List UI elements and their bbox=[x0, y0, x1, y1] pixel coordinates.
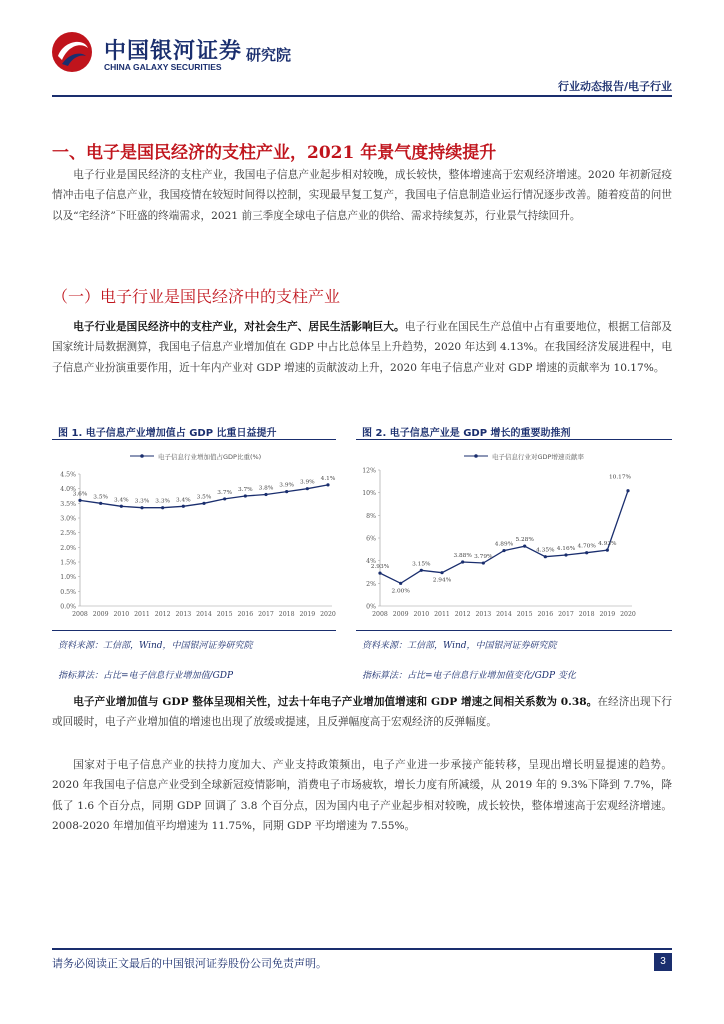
x-tick-label: 2020 bbox=[320, 611, 336, 618]
data-label: 3.4% bbox=[175, 497, 191, 504]
data-label: 3.4% bbox=[113, 497, 129, 504]
data-point bbox=[99, 502, 102, 505]
y-tick-label: 1.0% bbox=[60, 574, 76, 582]
figure-1-top-rule bbox=[52, 439, 336, 440]
data-point bbox=[161, 506, 164, 509]
x-tick-label: 2015 bbox=[216, 611, 233, 618]
figure-2-title: 图 2. 电子信息产业是 GDP 增长的重要助推剂 bbox=[362, 428, 571, 439]
institute-label: 研究院 bbox=[246, 46, 292, 64]
data-point bbox=[585, 551, 588, 554]
subsection-title: （一）电子行业是国民经济中的支柱产业 bbox=[52, 287, 341, 306]
data-label: 3.3% bbox=[155, 498, 171, 505]
x-tick-label: 2019 bbox=[599, 611, 616, 618]
legend-label: 电子信息行业增加值占GDP比重(%) bbox=[158, 453, 262, 461]
data-label: 3.7% bbox=[237, 487, 253, 493]
footer-disclaimer: 请务必阅读正文最后的中国银河证券股份公司免责声明。 bbox=[52, 957, 327, 970]
x-tick-label: 2017 bbox=[558, 611, 574, 618]
x-tick-label: 2018 bbox=[578, 611, 595, 618]
y-tick-label: 3.0% bbox=[60, 515, 76, 523]
data-point bbox=[306, 487, 309, 490]
x-tick-label: 2013 bbox=[175, 611, 192, 618]
data-label: 3.88% bbox=[453, 553, 472, 560]
x-tick-label: 2008 bbox=[72, 611, 88, 618]
data-point bbox=[140, 506, 143, 509]
data-label: 4.16% bbox=[556, 546, 576, 552]
y-tick-label: 2% bbox=[366, 580, 376, 588]
x-tick-label: 2014 bbox=[496, 611, 512, 618]
x-tick-label: 2019 bbox=[299, 611, 316, 618]
report-type-label: 行业动态报告/电子行业 bbox=[557, 80, 672, 93]
figure-1-method: 指标算法：占比=电子信息行业增加值/GDP bbox=[58, 671, 234, 681]
x-tick-label: 2016 bbox=[237, 611, 254, 618]
y-tick-label: 0% bbox=[366, 603, 376, 611]
data-point bbox=[120, 505, 123, 508]
footer-divider bbox=[52, 948, 672, 950]
data-point bbox=[182, 505, 185, 508]
data-label: 3.9% bbox=[299, 479, 315, 486]
x-tick-label: 2012 bbox=[454, 611, 471, 618]
data-point bbox=[326, 483, 329, 486]
x-tick-label: 2009 bbox=[92, 611, 109, 618]
data-point bbox=[244, 494, 247, 497]
data-label: 3.5% bbox=[93, 494, 109, 501]
data-point bbox=[606, 549, 609, 552]
galaxy-logo-icon bbox=[50, 30, 94, 74]
x-tick-label: 2016 bbox=[537, 611, 554, 618]
data-label: 3.79% bbox=[474, 554, 493, 561]
paragraph-correlation bbox=[52, 692, 672, 733]
data-point bbox=[264, 493, 267, 496]
legend-label: 电子信息行业对GDP增速贡献率 bbox=[492, 453, 584, 461]
data-point bbox=[626, 489, 629, 492]
y-tick-label: 12% bbox=[362, 467, 376, 475]
data-point bbox=[285, 490, 288, 493]
data-label: 3.3% bbox=[134, 498, 150, 505]
x-tick-label: 2014 bbox=[196, 611, 212, 618]
header-divider bbox=[52, 95, 672, 97]
x-tick-label: 2015 bbox=[516, 611, 533, 618]
paragraph-correlation-body: 在经济出现下行或回暖时，电子产业增加值的增速也出现了放缓或提速，且反弹幅度高于宏观经济的反弹幅度。 bbox=[52, 696, 673, 729]
legend-marker bbox=[474, 454, 478, 458]
data-label: 3.6% bbox=[72, 491, 88, 498]
data-label: 2.00% bbox=[391, 588, 410, 595]
data-label: 3.9% bbox=[279, 482, 295, 489]
data-point bbox=[78, 499, 81, 502]
series-line bbox=[380, 491, 628, 584]
data-label: 2.94% bbox=[432, 577, 452, 584]
brand-name-en: CHINA GALAXY SECURITIES bbox=[104, 62, 222, 72]
data-point bbox=[399, 582, 402, 585]
x-tick-label: 2012 bbox=[154, 611, 171, 618]
y-tick-label: 4% bbox=[366, 558, 376, 566]
data-point bbox=[378, 572, 381, 575]
y-tick-label: 6% bbox=[366, 535, 376, 543]
data-label: 3.15% bbox=[412, 561, 431, 568]
data-label: 2.93% bbox=[370, 564, 390, 571]
figure-2-method: 指标算法：占比=电子信息行业增加值变化/GDP 变化 bbox=[362, 671, 576, 681]
figure-1-title: 图 1. 电子信息产业增加值占 GDP 比重日益提升 bbox=[58, 428, 277, 439]
page-number: 3 bbox=[654, 953, 672, 971]
chart-gdp-share bbox=[52, 444, 336, 628]
data-label: 10.17% bbox=[608, 474, 632, 481]
data-point bbox=[461, 560, 464, 563]
data-point bbox=[523, 545, 526, 548]
x-tick-label: 2011 bbox=[134, 611, 150, 618]
x-tick-label: 2013 bbox=[475, 611, 492, 618]
paragraph-pillar-lead: 电子行业是国民经济中的支柱产业，对社会生产、居民生活影响巨大。 bbox=[73, 321, 405, 333]
data-label: 4.89% bbox=[494, 541, 514, 548]
x-tick-label: 2017 bbox=[258, 611, 274, 618]
data-point bbox=[202, 502, 205, 505]
data-label: 4.35% bbox=[536, 547, 555, 554]
figure-2-source: 资料来源：工信部，Wind，中国银河证券研究院 bbox=[362, 641, 557, 651]
y-tick-label: 0.5% bbox=[60, 588, 76, 596]
y-tick-label: 0.0% bbox=[60, 603, 76, 611]
data-point bbox=[544, 555, 547, 558]
legend-marker bbox=[140, 454, 144, 458]
data-point bbox=[482, 561, 485, 564]
data-label: 3.8% bbox=[258, 485, 274, 492]
figure-2-top-rule bbox=[356, 439, 672, 440]
x-tick-label: 2018 bbox=[278, 611, 295, 618]
x-tick-label: 2010 bbox=[113, 611, 130, 618]
data-point bbox=[420, 569, 423, 572]
chart-gdp-contribution-svg bbox=[356, 444, 672, 628]
y-tick-label: 10% bbox=[362, 490, 376, 498]
data-point bbox=[223, 497, 226, 500]
y-tick-label: 2.0% bbox=[60, 544, 76, 552]
chart-gdp-contribution bbox=[356, 444, 672, 628]
x-tick-label: 2008 bbox=[372, 611, 388, 618]
y-tick-label: 1.5% bbox=[60, 559, 76, 567]
paragraph-correlation-lead: 电子产业增加值与 GDP 整体呈现相关性，过去十年电子产业增加值增速和 GDP 增速之间相关系数为 0.38。 bbox=[73, 696, 598, 708]
figure-1-bottom-rule bbox=[52, 630, 336, 631]
x-tick-label: 2011 bbox=[434, 611, 450, 618]
paragraph-pillar bbox=[52, 317, 672, 378]
x-tick-label: 2020 bbox=[620, 611, 636, 618]
brand-name-cn: 中国银河证券 bbox=[104, 39, 243, 64]
y-tick-label: 2.5% bbox=[60, 530, 76, 538]
y-tick-label: 4.0% bbox=[60, 486, 76, 494]
paragraph-policy: 国家对于电子信息产业的扶持力度加大、产业支持政策频出，电子产业进一步承接产能转移，呈现出增长明显提速的趋势。2020 年我国电子信息产业受到全球新冠疫情影响，消费电子市场疲软，增长力度有所减缓，从 2019 年的 9.3%下降到 7.7%，降低了 1.6 个百分点，同期 GDP 回调了 3.8 个百分点，因为国内电子产业起步相对较晚，成长较快，整体增速高于宏观经济增速。2008-2020 年增加值平均增速为 11.75%，同期 GDP 平均增速为 7.55%。 bbox=[52, 759, 672, 833]
x-tick-label: 2009 bbox=[392, 611, 409, 618]
data-label: 5.28% bbox=[515, 537, 534, 544]
y-tick-label: 3.5% bbox=[60, 500, 76, 508]
y-tick-label: 8% bbox=[366, 512, 376, 520]
paragraph-pillar-body: 电子行业在国民生产总值中占有重要地位，根据工信部及国家统计局数据测算，我国电子信息产业增加值在 GDP 中占比总体呈上升趋势，2020 年达到 4.13%。在我国经济发展进程中，电子信息产业扮演重要作用，近十年内产业对 GDP 增速的贡献波动上升，2020 年电子信息产业对 GDP 增速的贡献率为 10.17%。 bbox=[52, 321, 673, 374]
data-label: 3.7% bbox=[217, 489, 233, 496]
data-label: 4.70% bbox=[577, 543, 596, 550]
data-point bbox=[564, 553, 567, 556]
chart-gdp-share-svg bbox=[52, 444, 336, 628]
paragraph-intro: 电子行业是国民经济的支柱产业，我国电子信息产业起步相对较晚，成长较快，整体增速高于宏观经济增速。2020 年初新冠疫情冲击电子信息产业，我国疫情在较短时间得以控制，实现最早复工复产，我国电子信息制造业运行情况逐步改善。随着疫苗的问世以及“宅经济”下旺盛的终端需求，2021 前三季度全球电子信息产业的供给、需求持续复苏，行业景气持续回升。 bbox=[52, 169, 672, 222]
y-tick-label: 4.5% bbox=[60, 471, 76, 479]
figure-1-source: 资料来源：工信部，Wind，中国银河证券研究院 bbox=[58, 641, 253, 651]
data-label: 4.1% bbox=[320, 475, 336, 482]
data-label: 4.93% bbox=[598, 541, 617, 548]
data-label: 3.5% bbox=[196, 494, 212, 501]
data-point bbox=[502, 549, 505, 552]
data-point bbox=[440, 571, 443, 574]
section-title: 一、电子是国民经济的支柱产业，2021 年景气度持续提升 bbox=[52, 143, 497, 163]
figure-2-bottom-rule bbox=[356, 630, 672, 631]
x-tick-label: 2010 bbox=[413, 611, 430, 618]
